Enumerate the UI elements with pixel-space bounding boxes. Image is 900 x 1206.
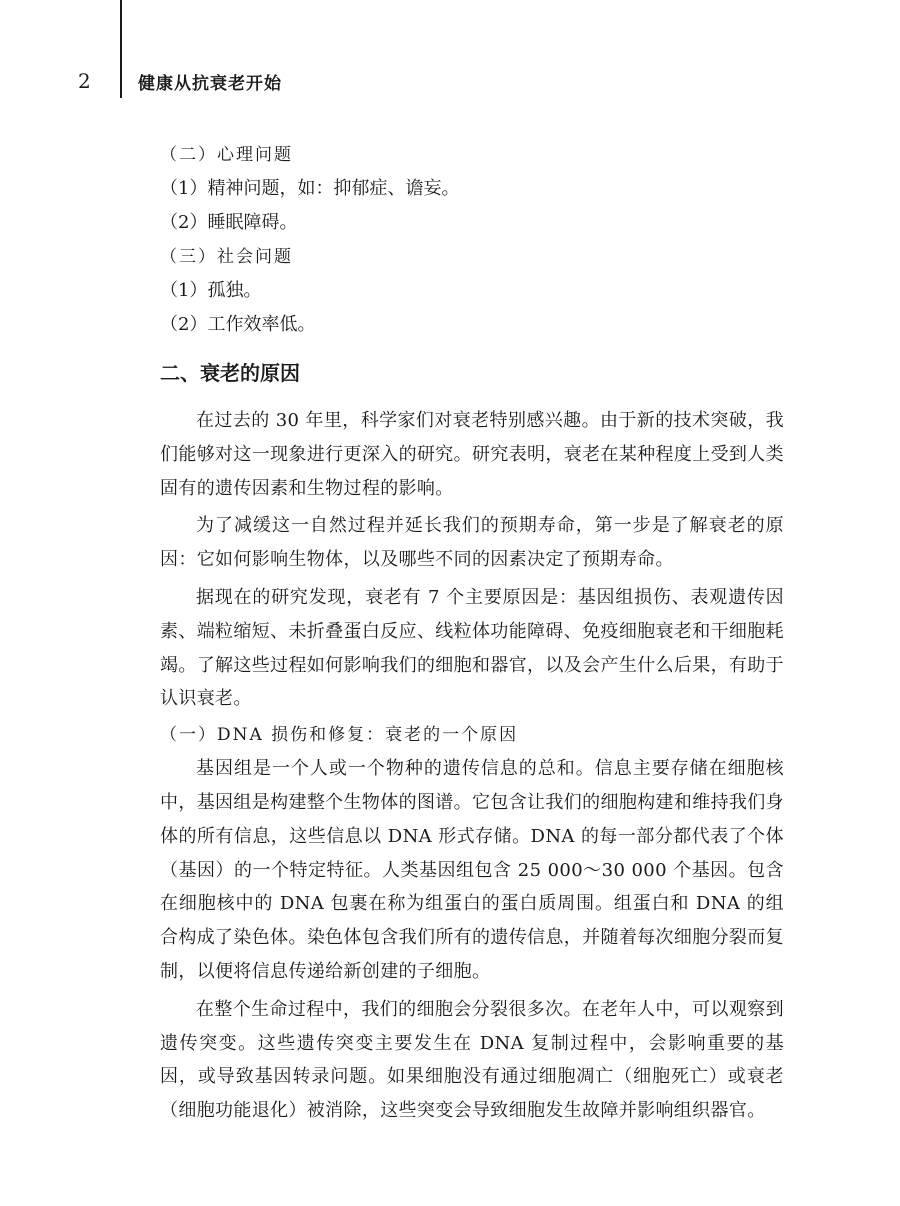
body-paragraph: 据现在的研究发现，衰老有 7 个主要原因是：基因组损伤、表观遗传因素、端粒缩短、未折叠蛋白反应、线粒体功能障碍、免疫细胞衰老和干细胞耗竭。了解这些过程如何影响我们的细胞和器官，以及会产生什么后果，有助于认识衰老。	[160, 586, 784, 710]
list-item: （1）精神问题，如：抑郁症、谵妄。	[160, 178, 460, 199]
section-title: 二、衰老的原因	[160, 361, 300, 385]
body-paragraph: 为了减缓这一自然过程并延长我们的预期寿命，第一步是了解衰老的原因：它如何影响生物体，以及哪些不同的因素决定了预期寿命。	[160, 515, 784, 571]
list-heading-psychological: （二）心理问题	[160, 145, 293, 165]
page-body	[160, 138, 784, 1128]
body-paragraph: 基因组是一个人或一个物种的遗传信息的总和。信息主要存储在细胞核中，基因组是构建整个生物体的图谱。它包含让我们的细胞构建和维持我们身体的所有信息，这些信息以 DNA 形式存储。DNA 的每一部分都代表了个体（基因）的一个特定特征。人类基因组包含 25 000～30 000 个基因。包含在细胞核中的 DNA 包裹在称为组蛋白的蛋白质周围。组蛋白和 DNA 的组合构成了染色体。染色体包含我们所有的遗传信息，并随着每次细胞分裂而复制，以便将信息传递给新创建的子细胞。	[160, 758, 784, 982]
header-vertical-rule	[120, 0, 122, 98]
list-item: （2）工作效率低。	[160, 314, 316, 335]
list-item: （2）睡眠障碍。	[160, 212, 298, 233]
list-heading-social: （三）社会问题	[160, 247, 293, 267]
list-item: （1）孤独。	[160, 280, 262, 301]
body-paragraph: 在过去的 30 年里，科学家们对衰老特别感兴趣。由于新的技术突破，我们能够对这一现象进行更深入的研究。研究表明，衰老在某种程度上受到人类固有的遗传因素和生物过程的影响。	[160, 410, 784, 499]
running-title: 健康从抗衰老开始	[138, 73, 282, 94]
subsection-title: （一）DNA 损伤和修复：衰老的一个原因	[160, 725, 519, 746]
page-number: 2	[78, 69, 91, 93]
body-paragraph: 在整个生命过程中，我们的细胞会分裂很多次。在老年人中，可以观察到遗传突变。这些遗传突变主要发生在 DNA 复制过程中，会影响重要的基因，或导致基因转录问题。如果细胞没有通过细胞凋亡（细胞死亡）或衰老（细胞功能退化）被消除，这些突变会导致细胞发生故障并影响组织器官。	[160, 998, 784, 1122]
